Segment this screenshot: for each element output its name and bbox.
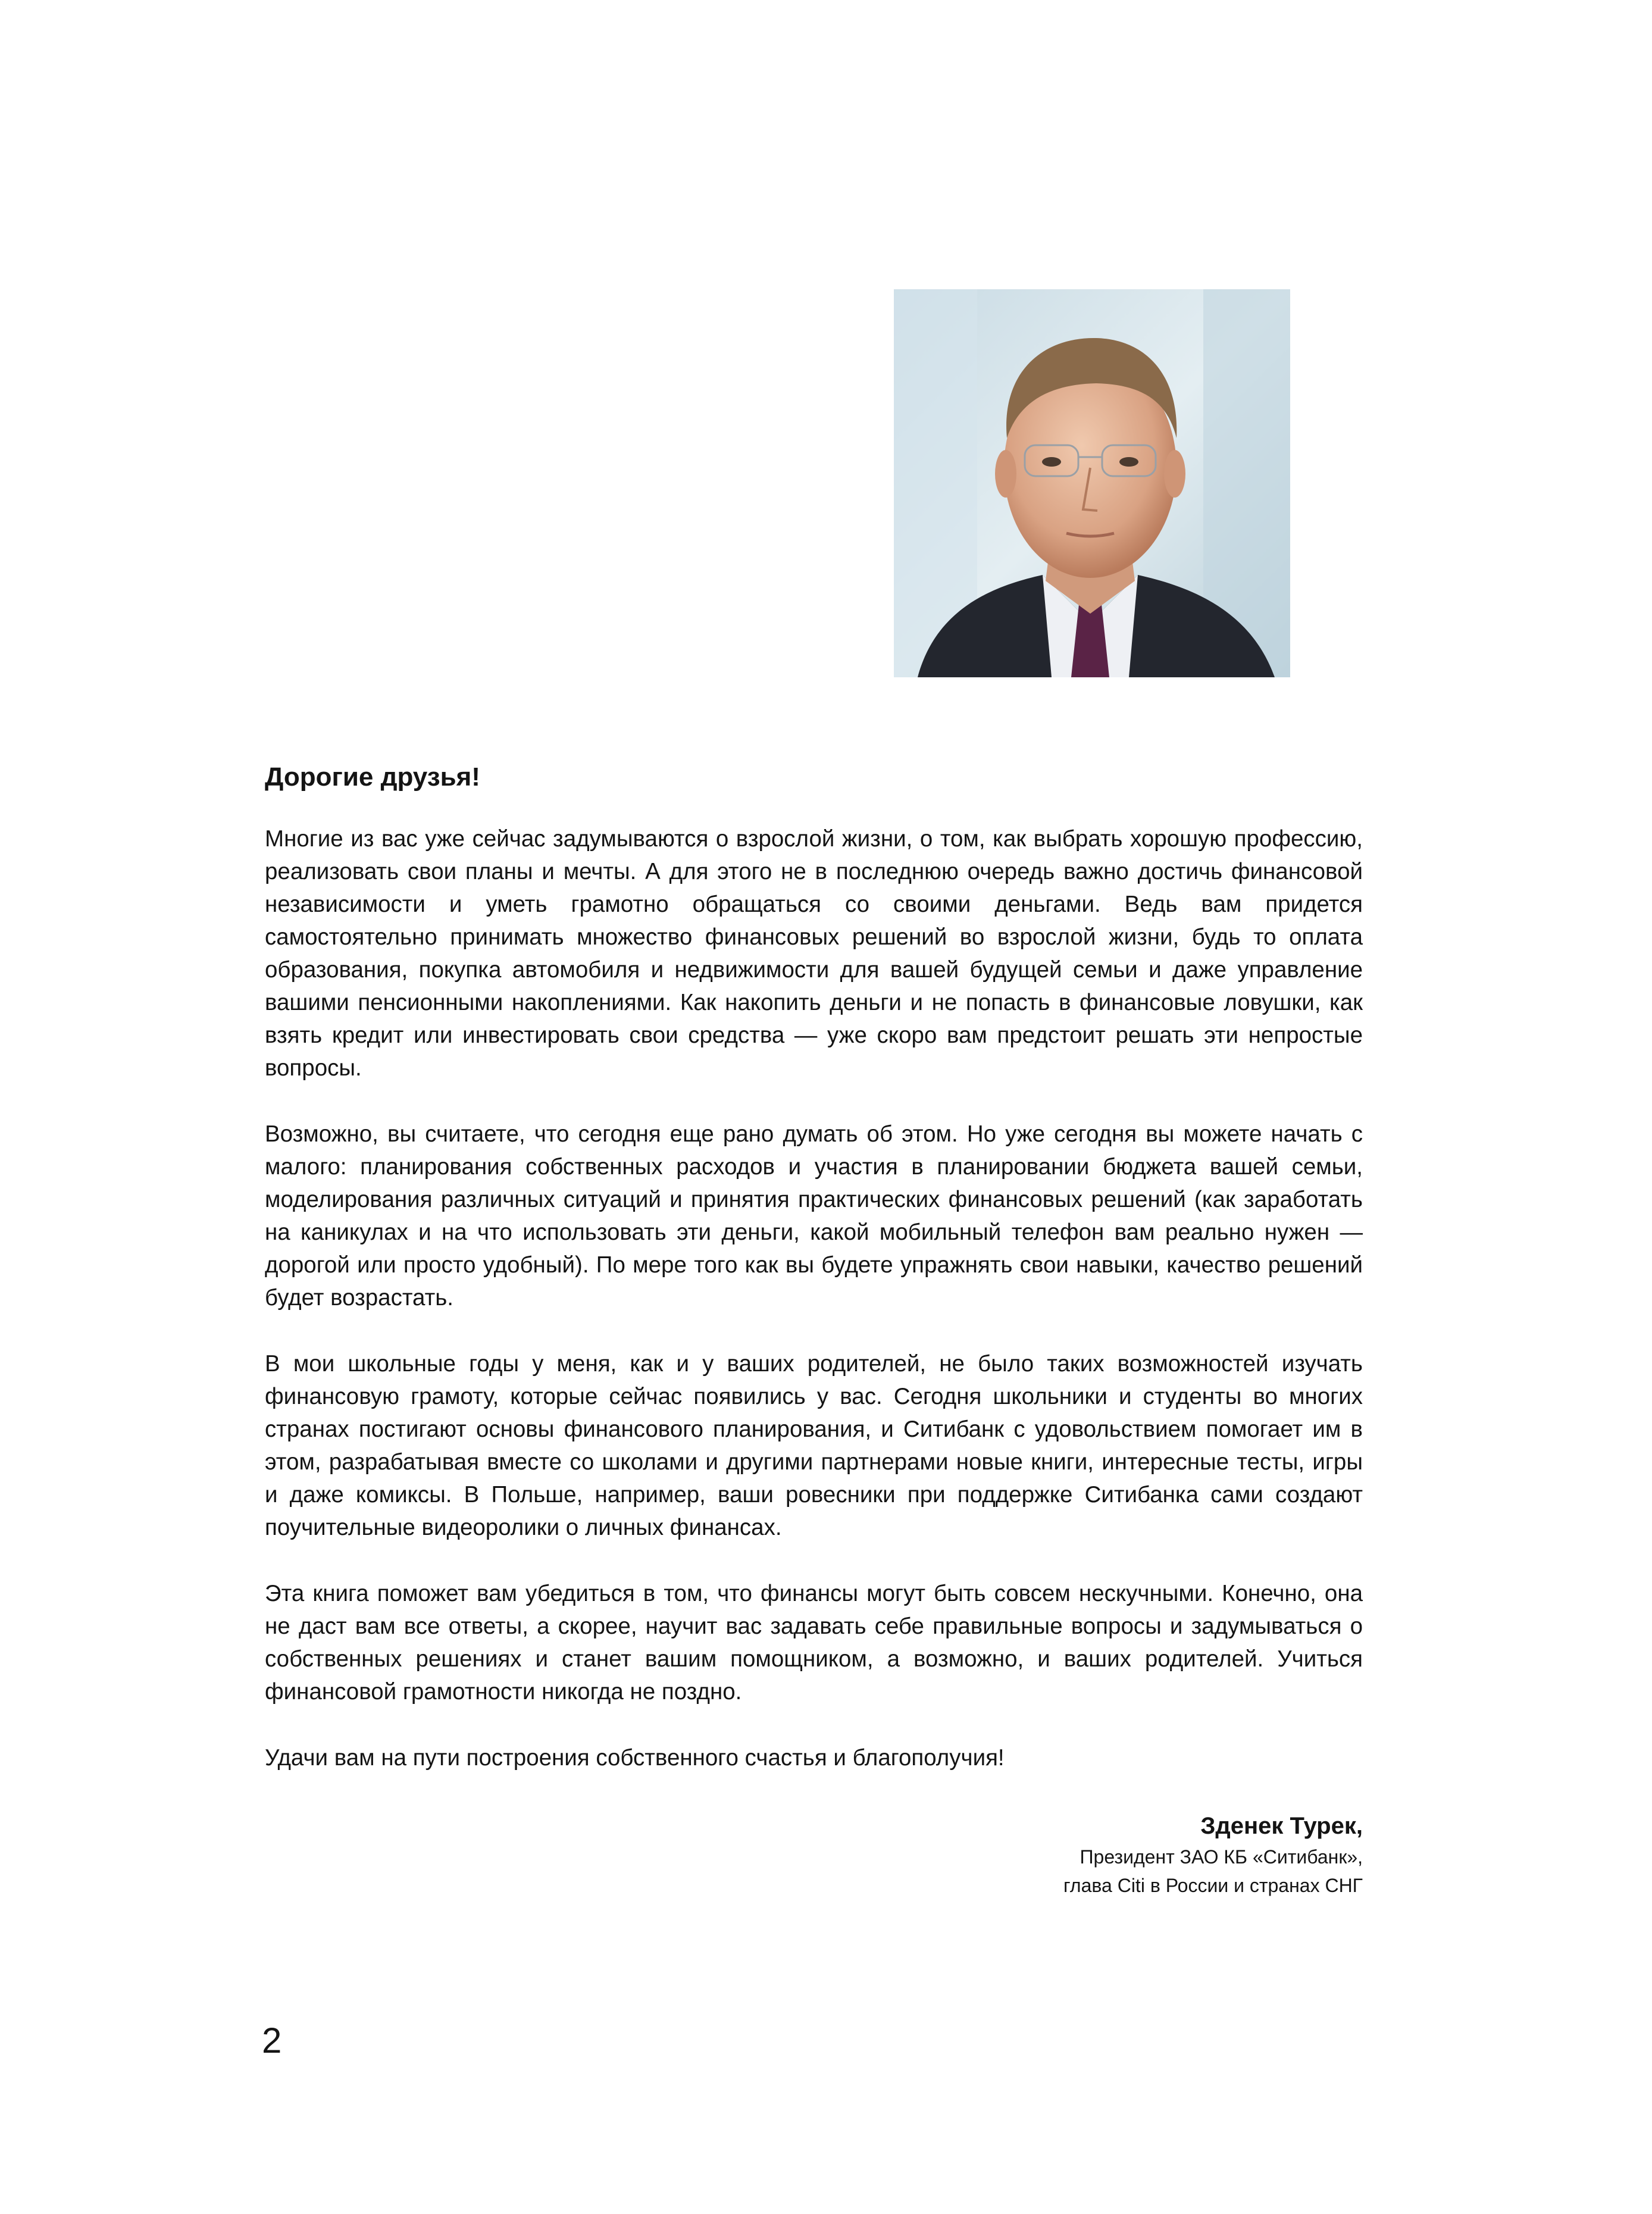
- signature-title: Президент ЗАО КБ «Ситибанк»,: [1080, 1846, 1363, 1868]
- letter-body: [265, 759, 1363, 1808]
- portrait-photo-icon: [894, 289, 1290, 677]
- portrait-photo: [894, 289, 1290, 677]
- letter-greeting: Дорогие друзья!: [265, 762, 480, 792]
- letter-paragraph-3: В мои школьные годы у меня, как и у ваших родителей, не было таких возможностей изучать финансовую грамоту, которые сейчас появились у вас. Сегодня школьники и студенты во многих странах постигают основы финансового планирования, и Ситибанк с удовольствием помогает им в этом, разрабатывая вместе со школами и другими партнерами новые книги, интересные тесты, игры и даже комиксы. В Польше, например, ваши ровесники при поддержке Ситибанка сами создают поучительные видеоролики о личных финансах.: [265, 1351, 1363, 1540]
- signature-position: глава Citi в России и странах СНГ: [1063, 1875, 1363, 1896]
- signature-name: Зденек Турек,: [1200, 1813, 1363, 1839]
- letter-paragraph-2: Возможно, вы считаете, что сегодня еще рано думать об этом. Но уже сегодня вы можете начать с малого: планирования собственных расходов и участия в планировании бюджета вашей семьи, моделирования различных ситуаций и принятия практических финансовых решений (как заработать на каникулах и на что использовать эти деньги, какой мобильный телефон вам реально нужен — дорогой или просто удобный). По мере того как вы будете упражнять свои навыки, качество решений будет возрастать.: [265, 1121, 1363, 1311]
- letter-paragraph-1: Многие из вас уже сейчас задумываются о взрослой жизни, о том, как выбрать хорошую профессию, реализовать свои планы и мечты. А для этого не в последнюю очередь важно достичь финансовой независимости и уметь грамотно обращаться со своими деньгами. Ведь вам придется самостоятельно принимать множество финансовых решений во взрослой жизни, будь то оплата образования, покупка автомобиля и недвижимости для вашей будущей семьи и даже управление вашими пенсионными накоплениями. Как накопить деньги и не попасть в финансовые ловушки, как взять кредит или инвестировать свои средства — уже скоро вам предстоит решать эти непростые вопросы.: [265, 826, 1363, 1081]
- letter-paragraph-4: Эта книга поможет вам убедиться в том, что финансы могут быть совсем нескучными. Конечно, она не даст вам все ответы, а скорее, научит вас задавать себе правильные вопросы и задумываться о собственных решениях и станет вашим помощником, а возможно, и ваших родителей. Учиться финансовой грамотности никогда не поздно.: [265, 1581, 1363, 1705]
- page-number: 2: [262, 2021, 282, 2060]
- letter-paragraph-5: Удачи вам на пути построения собственного счастья и благополучия!: [265, 1745, 1005, 1771]
- signature-block: [1063, 1809, 1363, 1900]
